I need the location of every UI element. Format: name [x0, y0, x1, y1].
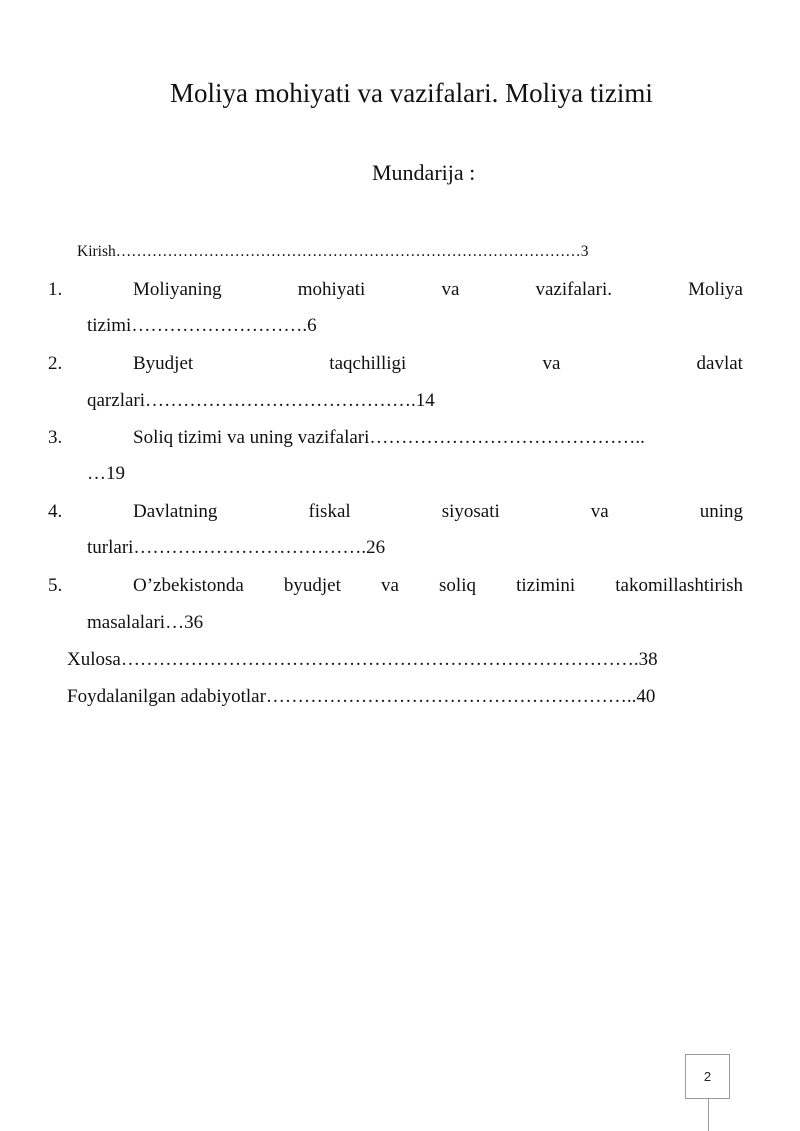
toc-item-5-line2: masalalari…36: [87, 612, 204, 633]
toc-item-1-line2: tizimi……………………….6: [87, 315, 317, 336]
toc-item-4-line2: turlari……………………………….26: [87, 537, 386, 558]
toc-item-5-line1: [133, 575, 743, 597]
toc-entry-conclusion: Xulosa……………………………………………………………………….38: [67, 649, 658, 670]
toc-entry-references: Foydalanilgan adabiyotlar…………………………………………………..40: [67, 686, 656, 707]
toc-word: vazifalari.: [535, 279, 612, 300]
toc-item-2-line1: [133, 353, 743, 375]
toc-item-number: 5.: [48, 575, 63, 596]
toc-word: siyosati: [441, 501, 500, 522]
toc-item-4-line1: [133, 501, 743, 523]
toc-item-number: 4.: [48, 501, 63, 522]
toc-word: tizimini: [516, 575, 576, 596]
document-title: Moliya mohiyati va vazifalari. Moliya tizimi: [170, 78, 653, 108]
toc-item-1-line1: [133, 279, 743, 301]
page-number-connector: [708, 1099, 709, 1131]
toc-item-3-line2: …19: [87, 463, 125, 484]
toc-word: soliq: [439, 575, 476, 596]
toc-item-number: 2.: [48, 353, 63, 374]
toc-item-number: 3.: [48, 427, 63, 448]
toc-word: fiskal: [308, 501, 351, 522]
toc-word: va: [381, 575, 399, 596]
toc-word: byudjet: [283, 575, 341, 596]
toc-word: va: [542, 353, 561, 374]
page-number: 2: [685, 1054, 730, 1099]
toc-word: Soliq tizimi va uning vazifalari……………………………………..: [133, 427, 645, 448]
toc-word: taqchilligi: [329, 353, 407, 374]
toc-word: uning: [699, 501, 743, 522]
toc-item-number: 1.: [48, 279, 63, 300]
toc-word: mohiyati: [297, 279, 366, 300]
toc-word: Davlatning: [133, 501, 218, 522]
toc-word: Byudjet: [133, 353, 194, 374]
toc-word: davlat: [696, 353, 743, 374]
toc-word: va: [441, 279, 460, 300]
toc-word: Moliyaning: [133, 279, 222, 300]
toc-word: va: [590, 501, 609, 522]
toc-word: Moliya: [688, 279, 743, 300]
toc-entry-intro: Kirish………………………………………………………………………………3: [77, 243, 589, 260]
toc-item-2-line2: qarzlari…………………………………….14: [87, 390, 435, 411]
toc-item-3-line1: [133, 427, 743, 449]
toc-heading: Mundarija :: [372, 160, 476, 185]
toc-word: takomillashtirish: [615, 575, 743, 596]
toc-word: O’zbekistonda: [133, 575, 244, 596]
